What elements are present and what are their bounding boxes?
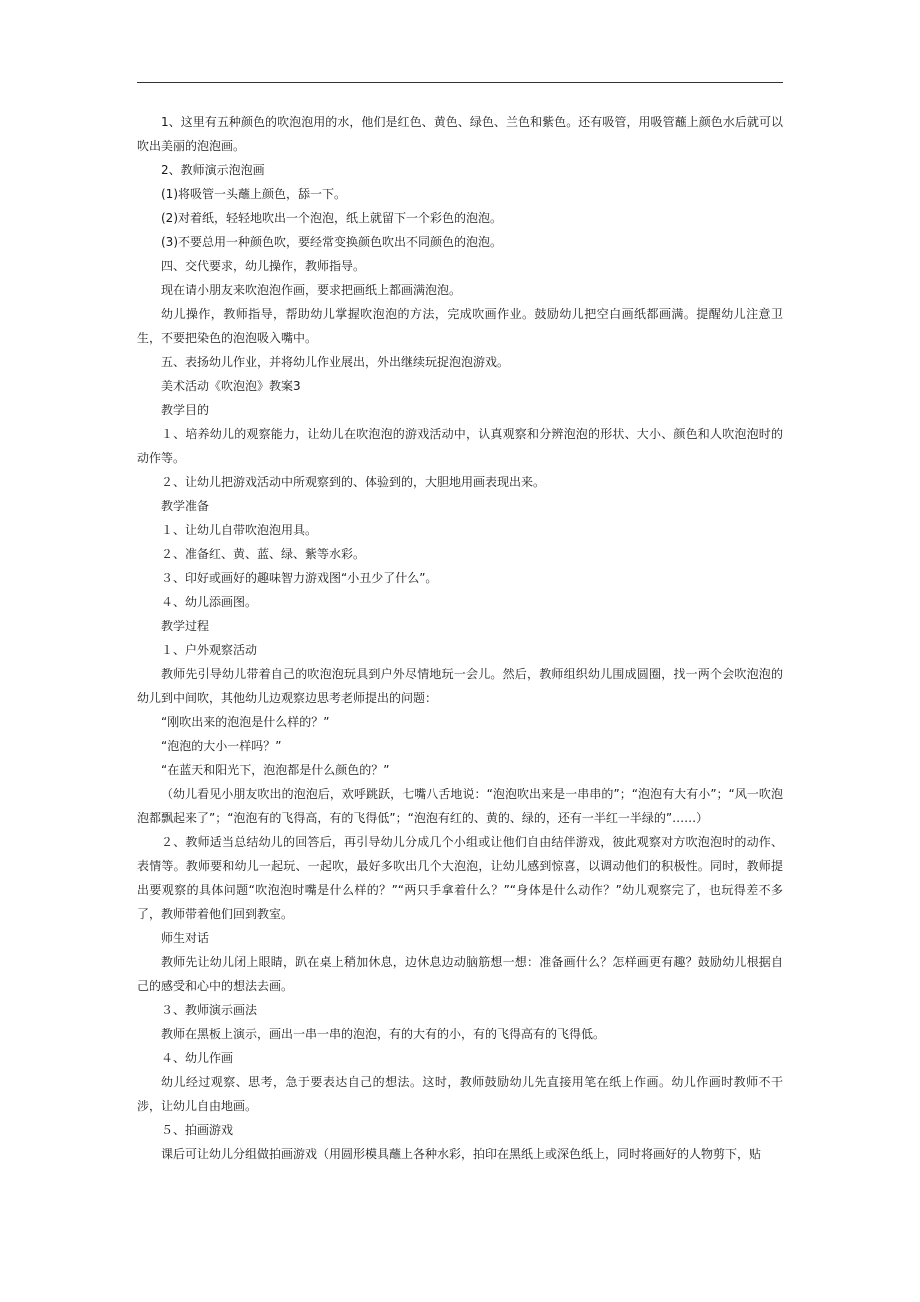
document-body: [137, 110, 783, 1166]
section-heading: 教学目的: [161, 403, 210, 417]
paragraph: ４、幼儿作画: [161, 1051, 234, 1065]
paragraph: 1、这里有五种颜色的吹泡泡用的水，他们是红色、黄色、绿色、兰色和紫色。还有吸管，用吸管蘸上颜色水后就可以吹出美丽的泡泡画。: [137, 115, 783, 153]
paragraph: 四、交代要求，幼儿操作，教师指导。: [161, 259, 366, 273]
paragraph: 教师先让幼儿闭上眼睛，趴在桌上稍加休息，边休息边动脑筋想一想：准备画什么？怎样画更有趣？鼓励幼儿根据自己的感受和心中的想法去画。: [137, 955, 783, 993]
paragraph: “刚吹出来的泡泡是什么样的？”: [161, 715, 330, 729]
paragraph: ３、教师演示画法: [161, 1003, 258, 1017]
paragraph: ２、教师适当总结幼儿的回答后，再引导幼儿分成几个小组或让他们自由结伴游戏，彼此观察对方吹泡泡时的动作、表情等。教师要和幼儿一起玩、一起吹，最好多吹出几个大泡泡，让幼儿感到惊喜，以调动他们的积极性。同时，教师提出要观察的具体问题“吹泡泡时嘴是什么样的？”“两只手拿着什么？”“身体是什么动作？”幼儿观察完了，也玩得差不多了，教师带着他们回到教室。: [137, 835, 783, 921]
paragraph: “泡泡的大小一样吗？”: [161, 739, 282, 753]
paragraph: (1)将吸管一头蘸上颜色，舔一下。: [161, 187, 346, 201]
section-heading: 教学过程: [161, 619, 210, 633]
paragraph: ５、拍画游戏: [161, 1123, 234, 1137]
paragraph: (2)对着纸，轻轻地吹出一个泡泡，纸上就留下一个彩色的泡泡。: [161, 211, 503, 225]
paragraph: 教师在黑板上演示，画出一串一串的泡泡，有的大有的小，有的飞得高有的飞得低。: [161, 1027, 606, 1041]
paragraph: ３、印好或画好的趣味智力游戏图“小丑少了什么”。: [161, 571, 438, 585]
paragraph: （幼儿看见小朋友吹出的泡泡后，欢呼跳跃，七嘴八舌地说：“泡泡吹出来是一串串的”；“泡泡有大有小”；“风一吹泡泡都飘起来了”；“泡泡有的飞得高，有的飞得低”；“泡泡有红的、黄的、绿的，还有一半红一半绿的”……）: [137, 787, 783, 825]
section-title: 美术活动《吹泡泡》教案3: [161, 379, 301, 393]
paragraph: １、培养幼儿的观察能力，让幼儿在吹泡泡的游戏活动中，认真观察和分辨泡泡的形状、大小、颜色和人吹泡泡时的动作等。: [137, 427, 783, 465]
paragraph: 2、教师演示泡泡画: [161, 163, 265, 177]
paragraph: 现在请小朋友来吹泡泡作画，要求把画纸上都画满泡泡。: [161, 283, 462, 297]
paragraph: １、户外观察活动: [161, 643, 258, 657]
paragraph: ４、幼儿添画图。: [161, 595, 258, 609]
paragraph: ２、准备红、黄、蓝、绿、紫等水彩。: [161, 547, 366, 561]
header-rule: [137, 82, 783, 83]
section-heading: 教学准备: [161, 499, 210, 513]
paragraph: “在蓝天和阳光下，泡泡都是什么颜色的？”: [161, 763, 390, 777]
paragraph: (3)不要总用一种颜色吹，要经常变换颜色吹出不同颜色的泡泡。: [161, 235, 503, 249]
section-heading: 师生对话: [161, 931, 210, 945]
paragraph: 教师先引导幼儿带着自己的吹泡泡玩具到户外尽情地玩一会儿。然后，教师组织幼儿围成圆圈，找一两个会吹泡泡的幼儿到中间吹，其他幼儿边观察边思考老师提出的问题：: [137, 667, 783, 705]
paragraph: 五、表扬幼儿作业，并将幼儿作业展出，外出继续玩捉泡泡游戏。: [161, 355, 510, 369]
paragraph: 课后可让幼儿分组做拍画游戏（用圆形模具蘸上各种水彩，拍印在黑纸上或深色纸上，同时将画好的人物剪下，贴: [161, 1147, 762, 1161]
paragraph: 幼儿经过观察、思考，急于要表达自己的想法。这时，教师鼓励幼儿先直接用笔在纸上作画。幼儿作画时教师不干涉，让幼儿自由地画。: [137, 1075, 783, 1113]
paragraph: １、让幼儿自带吹泡泡用具。: [161, 523, 318, 537]
paragraph: ２、让幼儿把游戏活动中所观察到的、体验到的，大胆地用画表现出来。: [161, 475, 546, 489]
paragraph: 幼儿操作，教师指导，帮助幼儿掌握吹泡泡的方法，完成吹画作业。鼓励幼儿把空白画纸都画满。提醒幼儿注意卫生，不要把染色的泡泡吸入嘴中。: [137, 307, 783, 345]
